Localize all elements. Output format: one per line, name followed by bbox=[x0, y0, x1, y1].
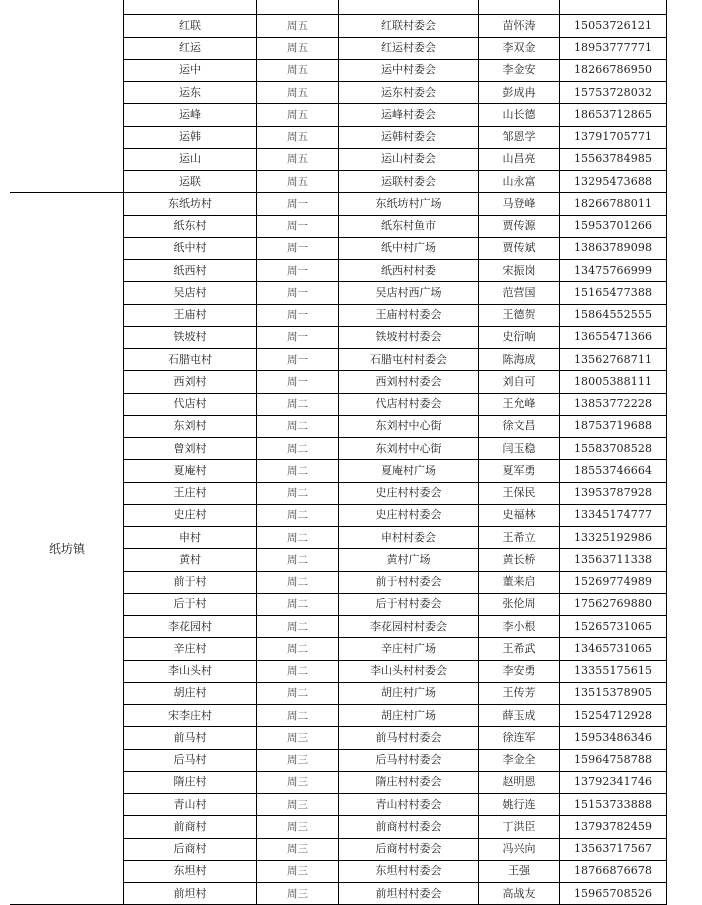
location-cell: 东刘村中心街 bbox=[339, 415, 479, 437]
day-cell: 周五 bbox=[257, 15, 339, 37]
village-cell: 运韩 bbox=[124, 126, 257, 148]
phone-cell: 13562768711 bbox=[560, 349, 667, 371]
location-cell: 前商村村委会 bbox=[339, 816, 479, 838]
phone-cell: 13793782459 bbox=[560, 816, 667, 838]
location-cell bbox=[339, 0, 479, 15]
location-cell: 申村村委会 bbox=[339, 527, 479, 549]
contact-name-cell: 张伦周 bbox=[479, 593, 560, 615]
phone-cell: 17562769880 bbox=[560, 593, 667, 615]
location-cell: 东刘村中心街 bbox=[339, 438, 479, 460]
location-cell: 李花园村村委会 bbox=[339, 616, 479, 638]
phone-cell: 13563717567 bbox=[560, 838, 667, 860]
day-cell: 周二 bbox=[257, 460, 339, 482]
village-cell: 东纸坊村 bbox=[124, 193, 257, 215]
phone-cell: 15053726121 bbox=[560, 15, 667, 37]
location-cell: 运峰村委会 bbox=[339, 104, 479, 126]
location-cell: 纸西村村委 bbox=[339, 260, 479, 282]
contact-name-cell: 高战友 bbox=[479, 883, 560, 905]
location-cell: 红运村委会 bbox=[339, 37, 479, 59]
table-row bbox=[11, 0, 667, 15]
village-cell: 青山村 bbox=[124, 794, 257, 816]
village-cell: 申村 bbox=[124, 527, 257, 549]
location-cell: 黄村广场 bbox=[339, 549, 479, 571]
village-cell: 代店村 bbox=[124, 393, 257, 415]
village-cell: 前马村 bbox=[124, 727, 257, 749]
contact-name-cell: 宋振岗 bbox=[479, 260, 560, 282]
day-cell: 周五 bbox=[257, 82, 339, 104]
location-cell: 运韩村委会 bbox=[339, 126, 479, 148]
contact-name-cell: 夏军勇 bbox=[479, 460, 560, 482]
location-cell: 后于村村委会 bbox=[339, 593, 479, 615]
contact-name-cell: 王强 bbox=[479, 860, 560, 882]
phone-cell: 13563711338 bbox=[560, 549, 667, 571]
location-cell: 运联村委会 bbox=[339, 171, 479, 193]
phone-cell: 15563784985 bbox=[560, 148, 667, 170]
day-cell: 周三 bbox=[257, 794, 339, 816]
day-cell: 周二 bbox=[257, 705, 339, 727]
phone-cell: 18266786950 bbox=[560, 59, 667, 81]
day-cell: 周二 bbox=[257, 571, 339, 593]
location-cell: 李山头村村委会 bbox=[339, 660, 479, 682]
village-cell bbox=[124, 0, 257, 15]
day-cell: 周五 bbox=[257, 126, 339, 148]
day-cell: 周二 bbox=[257, 593, 339, 615]
phone-cell: 15864552555 bbox=[560, 304, 667, 326]
village-cell: 红运 bbox=[124, 37, 257, 59]
phone-cell: 15953701266 bbox=[560, 215, 667, 237]
contact-name-cell: 姚行连 bbox=[479, 794, 560, 816]
contact-name-cell: 闫玉稳 bbox=[479, 438, 560, 460]
village-cell: 后马村 bbox=[124, 749, 257, 771]
village-cell: 前商村 bbox=[124, 816, 257, 838]
phone-cell: 15269774989 bbox=[560, 571, 667, 593]
phone-cell: 13863789098 bbox=[560, 237, 667, 259]
contact-name-cell: 史衍响 bbox=[479, 326, 560, 348]
phone-cell: 13355175615 bbox=[560, 660, 667, 682]
village-cell: 西刘村 bbox=[124, 371, 257, 393]
village-cell: 运山 bbox=[124, 148, 257, 170]
day-cell: 周三 bbox=[257, 838, 339, 860]
day-cell: 周五 bbox=[257, 148, 339, 170]
day-cell: 周三 bbox=[257, 860, 339, 882]
day-cell: 周一 bbox=[257, 326, 339, 348]
contact-name-cell: 徐文昌 bbox=[479, 415, 560, 437]
day-cell: 周二 bbox=[257, 415, 339, 437]
day-cell: 周五 bbox=[257, 59, 339, 81]
phone-cell: 13655471366 bbox=[560, 326, 667, 348]
location-cell: 东纸坊村广场 bbox=[339, 193, 479, 215]
phone-cell: 13791705771 bbox=[560, 126, 667, 148]
phone-cell: 18553746664 bbox=[560, 460, 667, 482]
phone-cell: 15965708526 bbox=[560, 883, 667, 905]
schedule-table bbox=[10, 0, 667, 905]
location-cell: 运山村委会 bbox=[339, 148, 479, 170]
village-cell: 纸东村 bbox=[124, 215, 257, 237]
contact-name-cell: 董来启 bbox=[479, 571, 560, 593]
contact-name-cell: 冯兴向 bbox=[479, 838, 560, 860]
phone-cell: 13465731065 bbox=[560, 638, 667, 660]
phone-cell: 18766876678 bbox=[560, 860, 667, 882]
day-cell: 周一 bbox=[257, 304, 339, 326]
contact-name-cell: 山永富 bbox=[479, 171, 560, 193]
location-cell: 运中村委会 bbox=[339, 59, 479, 81]
contact-name-cell: 徐连军 bbox=[479, 727, 560, 749]
village-cell: 运东 bbox=[124, 82, 257, 104]
contact-name-cell: 山昌亮 bbox=[479, 148, 560, 170]
day-cell: 周二 bbox=[257, 438, 339, 460]
phone-cell: 18266788011 bbox=[560, 193, 667, 215]
contact-name-cell: 李小根 bbox=[479, 616, 560, 638]
phone-cell: 13475766999 bbox=[560, 260, 667, 282]
day-cell: 周三 bbox=[257, 816, 339, 838]
contact-name-cell: 王保民 bbox=[479, 482, 560, 504]
contact-name-cell: 李金安 bbox=[479, 59, 560, 81]
day-cell: 周二 bbox=[257, 504, 339, 526]
location-cell: 前马村村委会 bbox=[339, 727, 479, 749]
village-cell: 东坦村 bbox=[124, 860, 257, 882]
day-cell: 周二 bbox=[257, 482, 339, 504]
village-cell: 前坦村 bbox=[124, 883, 257, 905]
day-cell: 周一 bbox=[257, 215, 339, 237]
contact-name-cell: 王希武 bbox=[479, 638, 560, 660]
contact-name-cell: 黄长桥 bbox=[479, 549, 560, 571]
village-cell: 李花园村 bbox=[124, 616, 257, 638]
contact-name-cell: 彭成冉 bbox=[479, 82, 560, 104]
location-cell: 隋庄村村委会 bbox=[339, 771, 479, 793]
village-cell: 宋李庄村 bbox=[124, 705, 257, 727]
day-cell: 周三 bbox=[257, 749, 339, 771]
village-cell: 后商村 bbox=[124, 838, 257, 860]
phone-cell: 15753728032 bbox=[560, 82, 667, 104]
phone-cell: 13515378905 bbox=[560, 682, 667, 704]
village-cell: 纸西村 bbox=[124, 260, 257, 282]
village-cell: 铁坡村 bbox=[124, 326, 257, 348]
phone-cell bbox=[560, 0, 667, 15]
table-row bbox=[11, 193, 667, 215]
phone-cell: 13853772228 bbox=[560, 393, 667, 415]
location-cell: 东坦村村委会 bbox=[339, 860, 479, 882]
town-cell bbox=[11, 0, 124, 193]
phone-cell: 18005388111 bbox=[560, 371, 667, 393]
phone-cell: 15153733888 bbox=[560, 794, 667, 816]
phone-cell: 13792341746 bbox=[560, 771, 667, 793]
day-cell: 周一 bbox=[257, 260, 339, 282]
day-cell: 周二 bbox=[257, 660, 339, 682]
contact-name-cell: 王德贺 bbox=[479, 304, 560, 326]
phone-cell: 15953486346 bbox=[560, 727, 667, 749]
village-cell: 曾刘村 bbox=[124, 438, 257, 460]
location-cell: 前坦村村委会 bbox=[339, 883, 479, 905]
day-cell: 周二 bbox=[257, 616, 339, 638]
day-cell: 周二 bbox=[257, 527, 339, 549]
day-cell: 周一 bbox=[257, 193, 339, 215]
location-cell: 后商村村委会 bbox=[339, 838, 479, 860]
village-cell: 后于村 bbox=[124, 593, 257, 615]
village-cell: 黄村 bbox=[124, 549, 257, 571]
contact-name-cell: 薛玉成 bbox=[479, 705, 560, 727]
day-cell: 周一 bbox=[257, 237, 339, 259]
village-cell: 王庙村 bbox=[124, 304, 257, 326]
phone-cell: 13953787928 bbox=[560, 482, 667, 504]
phone-cell: 15254712928 bbox=[560, 705, 667, 727]
contact-name-cell: 李双金 bbox=[479, 37, 560, 59]
phone-cell: 15265731065 bbox=[560, 616, 667, 638]
contact-name-cell: 李金全 bbox=[479, 749, 560, 771]
location-cell: 王庙村村委会 bbox=[339, 304, 479, 326]
location-cell: 史庄村村委会 bbox=[339, 482, 479, 504]
location-cell: 青山村村委会 bbox=[339, 794, 479, 816]
location-cell: 纸东村鱼市 bbox=[339, 215, 479, 237]
contact-name-cell: 赵明恩 bbox=[479, 771, 560, 793]
contact-name-cell: 李安勇 bbox=[479, 660, 560, 682]
phone-cell: 18953777771 bbox=[560, 37, 667, 59]
day-cell: 周二 bbox=[257, 682, 339, 704]
village-cell: 史庄村 bbox=[124, 504, 257, 526]
location-cell: 纸中村广场 bbox=[339, 237, 479, 259]
contact-name-cell: 山长德 bbox=[479, 104, 560, 126]
contact-name-cell: 苗怀涛 bbox=[479, 15, 560, 37]
schedule-table-body bbox=[11, 0, 667, 905]
contact-name-cell: 王允峰 bbox=[479, 393, 560, 415]
phone-cell: 15964758788 bbox=[560, 749, 667, 771]
day-cell: 周三 bbox=[257, 727, 339, 749]
village-cell: 辛庄村 bbox=[124, 638, 257, 660]
location-cell: 红联村委会 bbox=[339, 15, 479, 37]
village-cell: 运中 bbox=[124, 59, 257, 81]
location-cell: 西刘村村委会 bbox=[339, 371, 479, 393]
day-cell: 周五 bbox=[257, 104, 339, 126]
contact-name-cell bbox=[479, 0, 560, 15]
location-cell: 前于村村委会 bbox=[339, 571, 479, 593]
location-cell: 胡庄村广场 bbox=[339, 682, 479, 704]
contact-name-cell: 王传芳 bbox=[479, 682, 560, 704]
location-cell: 铁坡村村委会 bbox=[339, 326, 479, 348]
village-cell: 运联 bbox=[124, 171, 257, 193]
town-cell: 纸坊镇 bbox=[11, 193, 124, 905]
contact-name-cell: 陈海成 bbox=[479, 349, 560, 371]
village-cell: 东刘村 bbox=[124, 415, 257, 437]
day-cell: 周三 bbox=[257, 883, 339, 905]
location-cell: 代店村村委会 bbox=[339, 393, 479, 415]
contact-name-cell: 邹恩学 bbox=[479, 126, 560, 148]
location-cell: 石腊屯村村委会 bbox=[339, 349, 479, 371]
village-cell: 红联 bbox=[124, 15, 257, 37]
day-cell: 周五 bbox=[257, 37, 339, 59]
contact-name-cell: 王希立 bbox=[479, 527, 560, 549]
contact-name-cell: 丁洪臣 bbox=[479, 816, 560, 838]
village-cell: 纸中村 bbox=[124, 237, 257, 259]
village-cell: 王庄村 bbox=[124, 482, 257, 504]
village-cell: 运峰 bbox=[124, 104, 257, 126]
contact-name-cell: 范营国 bbox=[479, 282, 560, 304]
village-cell: 隋庄村 bbox=[124, 771, 257, 793]
village-cell: 李山头村 bbox=[124, 660, 257, 682]
contact-name-cell: 马登峰 bbox=[479, 193, 560, 215]
day-cell: 周三 bbox=[257, 771, 339, 793]
phone-cell: 18653712865 bbox=[560, 104, 667, 126]
village-cell: 夏庵村 bbox=[124, 460, 257, 482]
contact-name-cell: 贾传源 bbox=[479, 215, 560, 237]
day-cell bbox=[257, 0, 339, 15]
village-cell: 石腊屯村 bbox=[124, 349, 257, 371]
location-cell: 胡庄村广场 bbox=[339, 705, 479, 727]
contact-name-cell: 刘自可 bbox=[479, 371, 560, 393]
location-cell: 吴店村西广场 bbox=[339, 282, 479, 304]
phone-cell: 15583708528 bbox=[560, 438, 667, 460]
day-cell: 周一 bbox=[257, 371, 339, 393]
village-cell: 胡庄村 bbox=[124, 682, 257, 704]
phone-cell: 13345174777 bbox=[560, 504, 667, 526]
day-cell: 周二 bbox=[257, 549, 339, 571]
contact-name-cell: 贾传斌 bbox=[479, 237, 560, 259]
day-cell: 周五 bbox=[257, 171, 339, 193]
location-cell: 史庄村村委会 bbox=[339, 504, 479, 526]
phone-cell: 15165477388 bbox=[560, 282, 667, 304]
phone-cell: 13295473688 bbox=[560, 171, 667, 193]
contact-name-cell: 史福林 bbox=[479, 504, 560, 526]
location-cell: 夏庵村广场 bbox=[339, 460, 479, 482]
phone-cell: 13325192986 bbox=[560, 527, 667, 549]
location-cell: 后马村村委会 bbox=[339, 749, 479, 771]
day-cell: 周一 bbox=[257, 349, 339, 371]
village-cell: 吴店村 bbox=[124, 282, 257, 304]
phone-cell: 18753719688 bbox=[560, 415, 667, 437]
day-cell: 周二 bbox=[257, 393, 339, 415]
day-cell: 周二 bbox=[257, 638, 339, 660]
day-cell: 周一 bbox=[257, 282, 339, 304]
location-cell: 运东村委会 bbox=[339, 82, 479, 104]
location-cell: 辛庄村广场 bbox=[339, 638, 479, 660]
village-cell: 前于村 bbox=[124, 571, 257, 593]
